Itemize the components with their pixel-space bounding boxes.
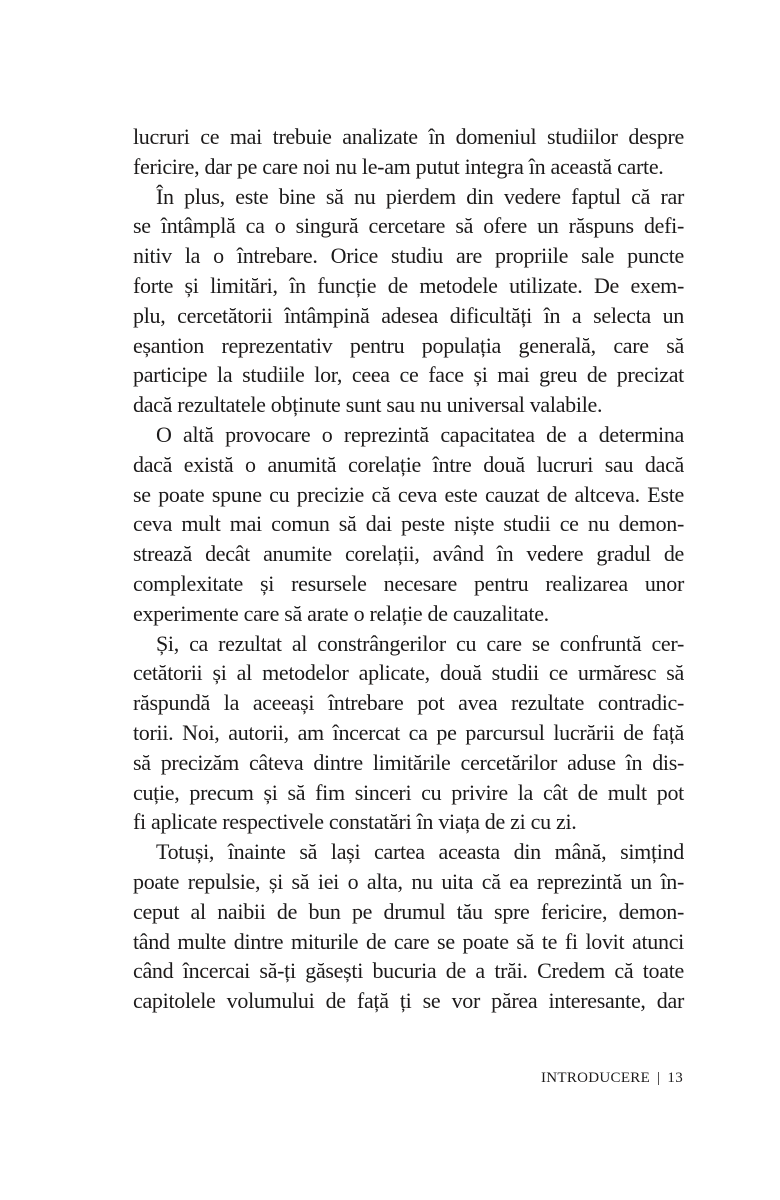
text-line: torii. Noi, autorii, am încercat ca pe parcursul lucrării de față xyxy=(133,719,684,745)
page-number: 13 xyxy=(667,1070,683,1086)
text-line: dacă există o anumită corelație între două lucruri sau dacă xyxy=(133,451,684,477)
text-line: să precizăm câteva dintre limitările cercetărilor aduse în dis- xyxy=(133,749,684,775)
text-line: nitiv la o întrebare. Orice studiu are propriile sale puncte xyxy=(133,243,684,269)
text-line: lucruri ce mai trebuie analizate în domeniul studiilor despre xyxy=(133,124,684,149)
text-line: cetătorii și al metodelor aplicate, două studii ce urmăresc să xyxy=(133,660,684,686)
text-line: poate repulsie, și să iei o alta, nu uita că ea reprezintă un în- xyxy=(133,868,684,894)
text-line: forte și limitări, în funcție de metodele utilizate. De exem- xyxy=(133,272,684,298)
text-line: Totuși, înainte să lași cartea aceasta din mână, simțind xyxy=(156,839,684,865)
text-line: O altă provocare o reprezintă capacitatea de a determina xyxy=(156,421,684,447)
text-line: dacă rezultatele obținute sunt sau nu universal valabile. xyxy=(133,392,603,418)
text-line: eșantion reprezentativ pentru populația generală, care să xyxy=(133,332,684,358)
text-line: ceva mult mai comun să dai peste niște studii ce nu demon- xyxy=(133,511,684,537)
page-body xyxy=(133,122,684,1016)
text-line: când încercai să-ți găsești bucuria de a trăi. Credem că toate xyxy=(133,958,684,984)
running-footer xyxy=(541,1068,683,1088)
text-line: se întâmplă ca o singură cercetare să ofere un răspuns defi- xyxy=(133,213,684,239)
text-line: răspundă la aceeași întrebare pot avea rezultate contradic- xyxy=(133,690,684,716)
text-line: experimente care să arate o relație de cauzalitate. xyxy=(133,600,549,626)
text-line: ceput al naibii de bun pe drumul tău spre fericire, demon- xyxy=(133,898,684,924)
text-line: fi aplicate respectivele constatări în viața de zi cu zi. xyxy=(133,809,577,835)
text-line: În plus, este bine să nu pierdem din vedere faptul că rar xyxy=(156,183,684,209)
text-line: fericire, dar pe care noi nu le-am putut integra în această carte. xyxy=(133,153,664,179)
text-line: capitolele volumului de față ți se vor părea interesante, dar xyxy=(133,988,684,1014)
text-line: strează decât anumite corelații, având în vedere gradul de xyxy=(133,541,684,567)
separator: | xyxy=(657,1070,661,1086)
text-line: tând multe dintre miturile de care se poate să te fi lovit atunci xyxy=(133,928,684,954)
text-line: se poate spune cu precizie că ceva este cauzat de altceva. Este xyxy=(133,481,684,507)
text-line: Și, ca rezultat al constrângerilor cu care se confruntă cer- xyxy=(156,630,684,656)
text-line: complexitate și resursele necesare pentru realizarea unor xyxy=(133,570,684,596)
text-line: participe la studiile lor, ceea ce face și mai greu de precizat xyxy=(133,362,684,388)
text-line: plu, cercetătorii întâmpină adesea dificultăți în a selecta un xyxy=(133,302,684,328)
text-line: cuție, precum și să fim sinceri cu privire la cât de mult pot xyxy=(133,779,684,805)
section-title: INTRODUCERE xyxy=(540,1070,651,1086)
